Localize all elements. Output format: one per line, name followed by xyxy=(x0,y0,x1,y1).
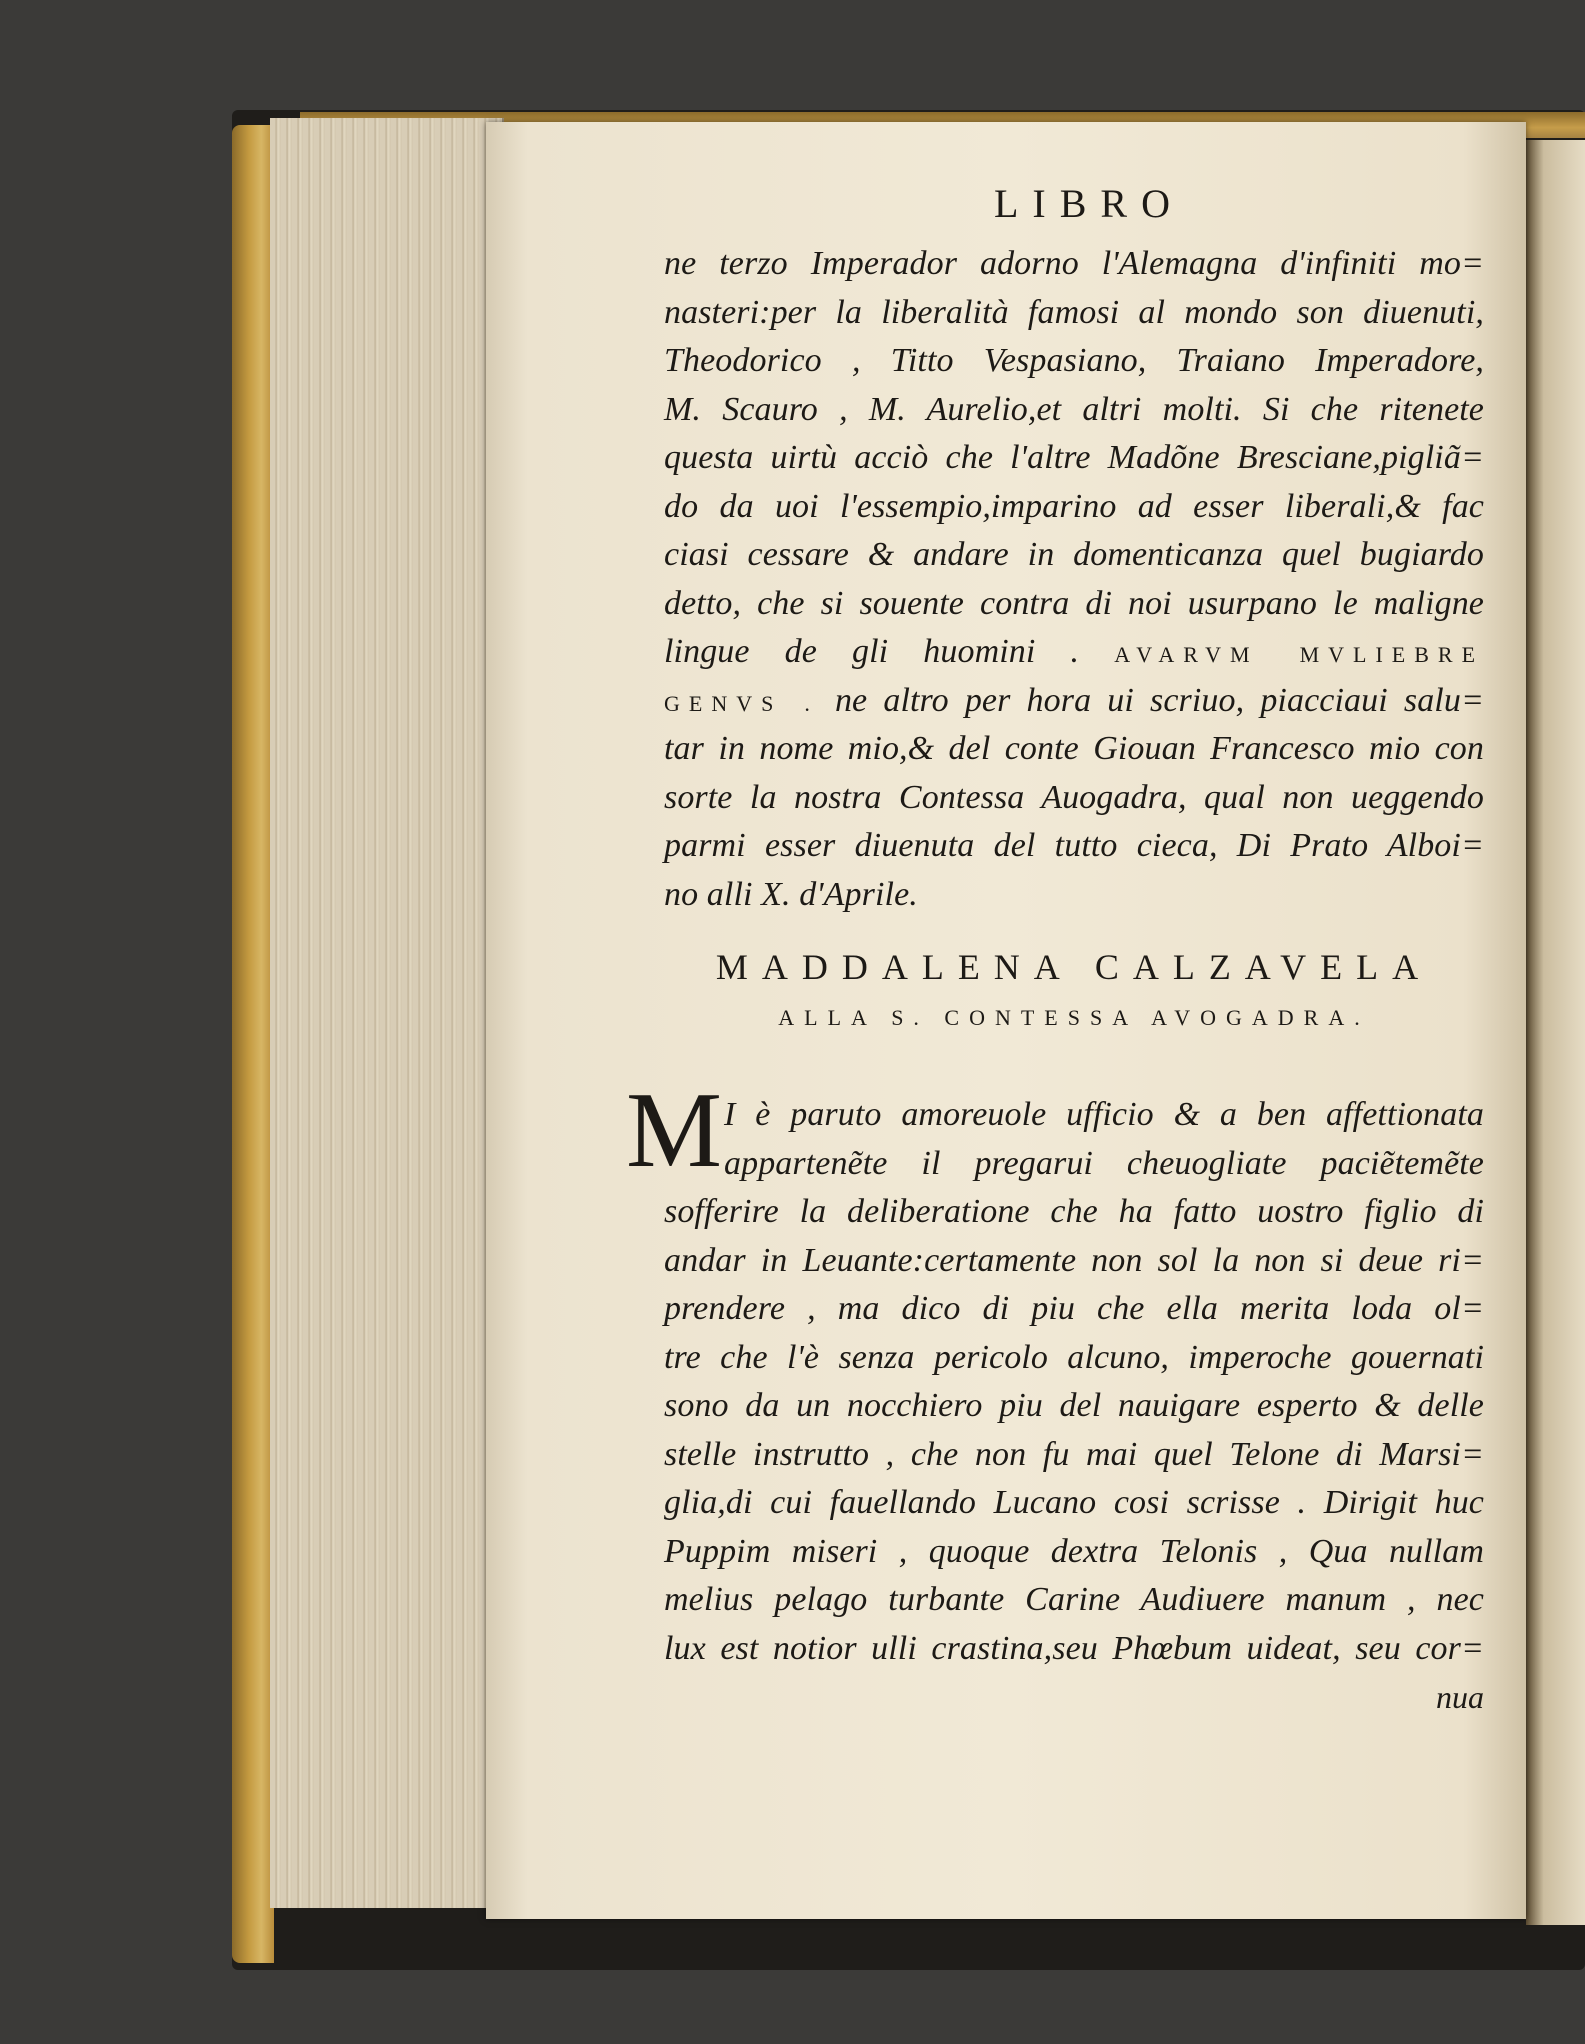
text-line: melius pelago turbante Carine Audiuere manum , nec xyxy=(664,1581,1484,1618)
text-line: stelle instrutto , che non fu mai quel Telone di Marsi= xyxy=(664,1435,1484,1473)
text-line: tre che l'è senza pericolo alcuno, imperoche gouernati xyxy=(664,1338,1484,1376)
text-line xyxy=(664,628,1484,677)
text-line: sono da un nocchiero piu del nauigare esperto & delle xyxy=(664,1387,1484,1424)
text-line: sorte la nostra Contessa Auogadra, qual non ueggendo xyxy=(664,778,1484,816)
catchword: nua xyxy=(1436,1679,1484,1715)
text-line: appartenẽte il pregarui cheuogliate paciẽtemẽte xyxy=(724,1144,1484,1182)
text-line: questa uirtù acciò che l'altre Madõne Bresciane,pigliã= xyxy=(664,439,1484,476)
text-span: ne altro per hora ui scriuo, piacciaui salu= xyxy=(834,681,1484,719)
text-line: detto, che si souente contra di noi usurpano le maligne xyxy=(664,584,1484,622)
text-line xyxy=(664,677,1484,726)
page-text xyxy=(626,180,1485,1721)
text-span: lingue de gli huomini . xyxy=(664,633,1080,670)
letter-subheading: ALLA S. CONTESSA AVOGADRA. xyxy=(778,1005,1370,1030)
text-line: do da uoi l'essempio,imparino ad esser liberali,& fac xyxy=(664,487,1484,525)
text-line: andar in Leuante:certamente non sol la non si deue ri= xyxy=(664,1241,1484,1279)
text-line: Theodorico , Titto Vespasiano, Traiano Imperadore, xyxy=(664,342,1484,379)
text-line: glia,di cui fauellando Lucano cosi scrisse . Dirigit huc xyxy=(664,1484,1484,1521)
text-line: nasteri:per la liberalità famosi al mondo son diuenuti, xyxy=(664,293,1484,331)
facing-page-edge xyxy=(1526,140,1585,1925)
letter-heading: MADDALENA CALZAVELA xyxy=(715,947,1433,987)
text-line: parmi esser diuenuta del tutto cieca, Di Prato Alboi= xyxy=(664,827,1484,864)
text-line: ne terzo Imperador adorno l'Alemagna d'infiniti mo= xyxy=(664,245,1484,282)
motto-caps: AVARVM MVLIEBRE xyxy=(1114,642,1485,667)
motto-caps: GENVS . xyxy=(664,690,819,716)
book-cover-edge xyxy=(232,125,274,1963)
text-line: Puppim miseri , quoque dextra Telonis , Qua nullam xyxy=(664,1532,1484,1570)
running-head: LIBRO xyxy=(994,181,1184,226)
text-line: M. Scauro , M. Aurelio,et altri molti. Si che ritenete xyxy=(664,390,1484,428)
text-line: ciasi cessare & andare in domenticanza quel bugiardo xyxy=(664,536,1484,573)
drop-capital: M xyxy=(626,1071,723,1190)
text-line: prendere , ma dico di piu che ella merita loda ol= xyxy=(664,1290,1484,1327)
text-line: sofferire la deliberatione che ha fatto uostro figlio di xyxy=(664,1193,1484,1230)
text-line: I è paruto amoreuole ufficio & a ben affettionata xyxy=(724,1096,1484,1133)
letter-body-1 xyxy=(664,240,1484,919)
text-line: tar in nome mio,& del conte Giouan Francesco mio con xyxy=(664,730,1484,767)
page-stack-edge xyxy=(270,118,504,1908)
text-line: lux est notior ulli crastina,seu Phœbum uideat, seu cor= xyxy=(664,1629,1484,1667)
letter-body-2 xyxy=(626,1071,1484,1673)
text-line: no alli X. d'Aprile. xyxy=(664,875,918,913)
